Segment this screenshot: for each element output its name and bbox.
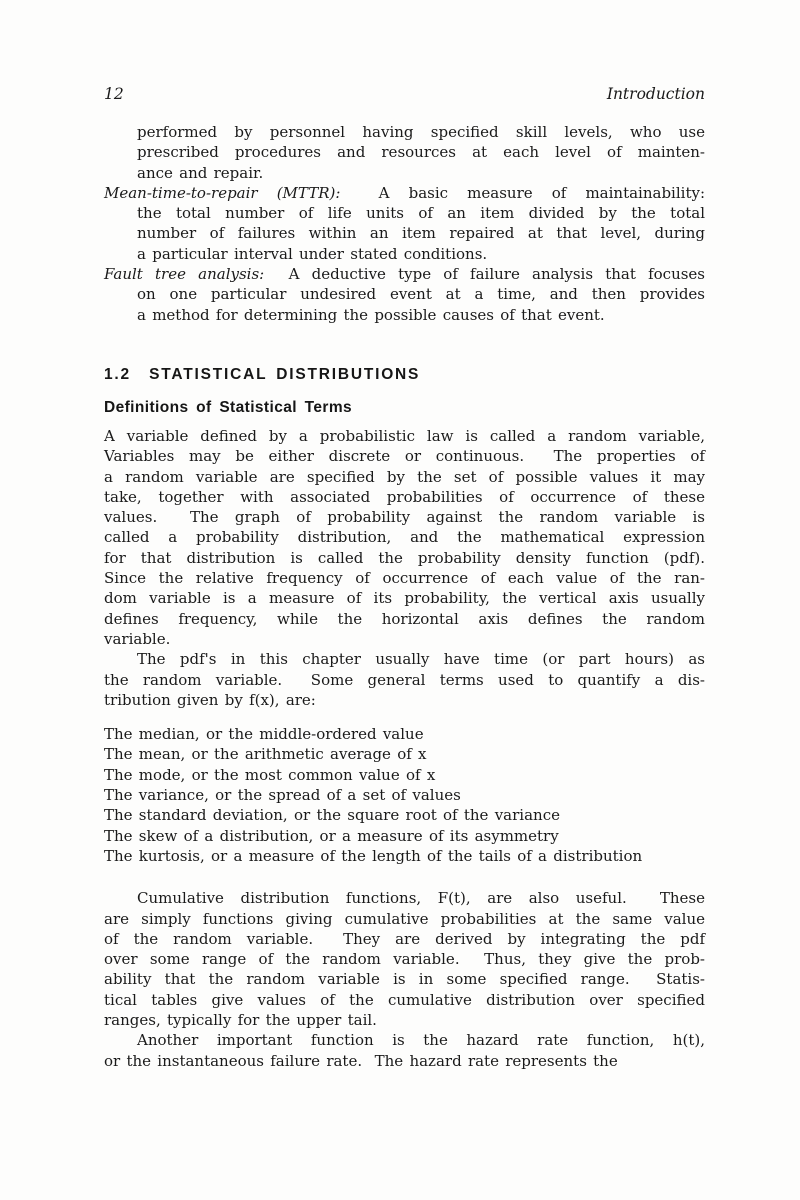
paragraph-cumulative-distribution-line: Cumulative distribution functions, F(t), are also useful. These xyxy=(137,889,705,908)
paragraph-pdf-time-line: the random variable. Some general terms used to quantify a dis- xyxy=(104,670,705,689)
paragraph-cumulative-distribution-line: ability that the random variable is in some specified range. Statis- xyxy=(104,970,705,989)
paragraph-random-variable-line: A variable defined by a probabilistic law is called a random variable, xyxy=(104,426,705,445)
running-head-title: Introduction xyxy=(606,85,705,103)
paragraph-cumulative-distribution-line: are simply functions giving cumulative probabilities at the same value xyxy=(104,909,705,928)
paragraph-random-variable-line: called a probability distribution, and the mathematical expression xyxy=(104,528,705,547)
definition-fault-tree-analysis-line: a method for determining the possible causes of that event. xyxy=(137,305,605,324)
paragraph-hazard-rate xyxy=(104,1030,705,1071)
paragraph-random-variable-line: a random variable are specified by the set of possible values it may xyxy=(104,467,705,486)
definition-mttr-line: a particular interval under stated conditions. xyxy=(137,244,488,263)
definition-fault-tree-analysis-line: on one particular undesired event at a time, and then provides xyxy=(137,285,705,304)
definition-continuation-maintenance-line: performed by personnel having specified skill levels, who use xyxy=(137,123,705,141)
definition-continuation-maintenance xyxy=(104,122,705,183)
definition-term: Mean-time-to-repair (MTTR): xyxy=(104,183,341,202)
paragraph-random-variable-line: variable. xyxy=(104,629,171,648)
definition-mttr-line: Mean-time-to-repair (MTTR): A basic measure of maintainability: xyxy=(104,183,705,202)
statistical-terms-list-line: The mode, or the most common value of x xyxy=(104,765,436,784)
body-section xyxy=(104,426,705,1071)
sub-heading: Definitions of Statistical Terms xyxy=(104,398,353,416)
paragraph-hazard-rate-line: Another important function is the hazard rate function, h(t), xyxy=(137,1031,705,1050)
definitions-section xyxy=(104,122,705,325)
paragraph-random-variable-line: dom variable is a measure of its probability, the vertical axis usually xyxy=(104,589,705,608)
definition-mttr-line: the total number of life units of an item divided by the total xyxy=(137,204,705,223)
definition-continuation-maintenance-line: prescribed procedures and resources at each level of mainten- xyxy=(137,143,705,162)
statistical-terms-list-line: The skew of a distribution, or a measure of its asymmetry xyxy=(104,826,559,845)
paragraph-random-variable-line: values. The graph of probability against the random variable is xyxy=(104,508,705,527)
paragraph-random-variable xyxy=(104,426,705,649)
paragraph-cumulative-distribution-line: over some range of the random variable. Thus, they give the prob- xyxy=(104,950,705,969)
statistical-terms-list xyxy=(104,724,705,866)
paragraph-cumulative-distribution-line: tical tables give values of the cumulative distribution over specified xyxy=(104,990,705,1009)
paragraph-cumulative-distribution xyxy=(104,888,705,1030)
definition-mttr-line: number of failures within an item repaired at that level, during xyxy=(137,224,705,243)
section-heading: 1.2 STATISTICAL DISTRIBUTIONS xyxy=(104,365,421,383)
statistical-terms-list-line: The mean, or the arithmetic average of x xyxy=(104,745,427,764)
definition-term: Fault tree analysis: xyxy=(104,265,265,284)
paragraph-hazard-rate-line: or the instantaneous failure rate. The hazard rate represents the xyxy=(104,1051,618,1070)
statistical-terms-list-line: The kurtosis, or a measure of the length of the tails of a distribution xyxy=(104,846,643,865)
definition-continuation-maintenance-line: ance and repair. xyxy=(137,163,264,182)
paragraph-cumulative-distribution-line: ranges, typically for the upper tail. xyxy=(104,1010,377,1029)
statistical-terms-list-line: The variance, or the spread of a set of values xyxy=(104,786,461,805)
paragraph-random-variable-line: Variables may be either discrete or continuous. The properties of xyxy=(104,447,705,466)
running-header xyxy=(104,84,705,104)
definition-fault-tree-analysis-line: Fault tree analysis: A deductive type of failure analysis that focuses xyxy=(104,265,706,284)
paragraph-pdf-time-line: The pdf's in this chapter usually have time (or part hours) as xyxy=(137,650,705,669)
paragraph-random-variable-line: defines frequency, while the horizontal axis defines the random xyxy=(104,609,705,628)
paragraph-random-variable-line: take, together with associated probabilities of occurrence of these xyxy=(104,487,705,506)
paragraph-pdf-time xyxy=(104,649,705,710)
paragraph-random-variable-line: for that distribution is called the probability density function (pdf). xyxy=(104,548,705,567)
page-content xyxy=(104,84,705,1071)
statistical-terms-list-line: The standard deviation, or the square root of the variance xyxy=(104,806,560,825)
page-number: 12 xyxy=(104,85,124,103)
paragraph-cumulative-distribution-line: of the random variable. They are derived by integrating the pdf xyxy=(104,929,705,948)
definition-fault-tree-analysis xyxy=(104,264,705,325)
paragraph-random-variable-line: Since the relative frequency of occurrence of each value of the ran- xyxy=(104,569,705,588)
definition-mttr xyxy=(104,183,705,264)
paragraph-pdf-time-line: tribution given by f(x), are: xyxy=(104,690,316,709)
statistical-terms-list-line: The median, or the middle-ordered value xyxy=(104,725,424,744)
